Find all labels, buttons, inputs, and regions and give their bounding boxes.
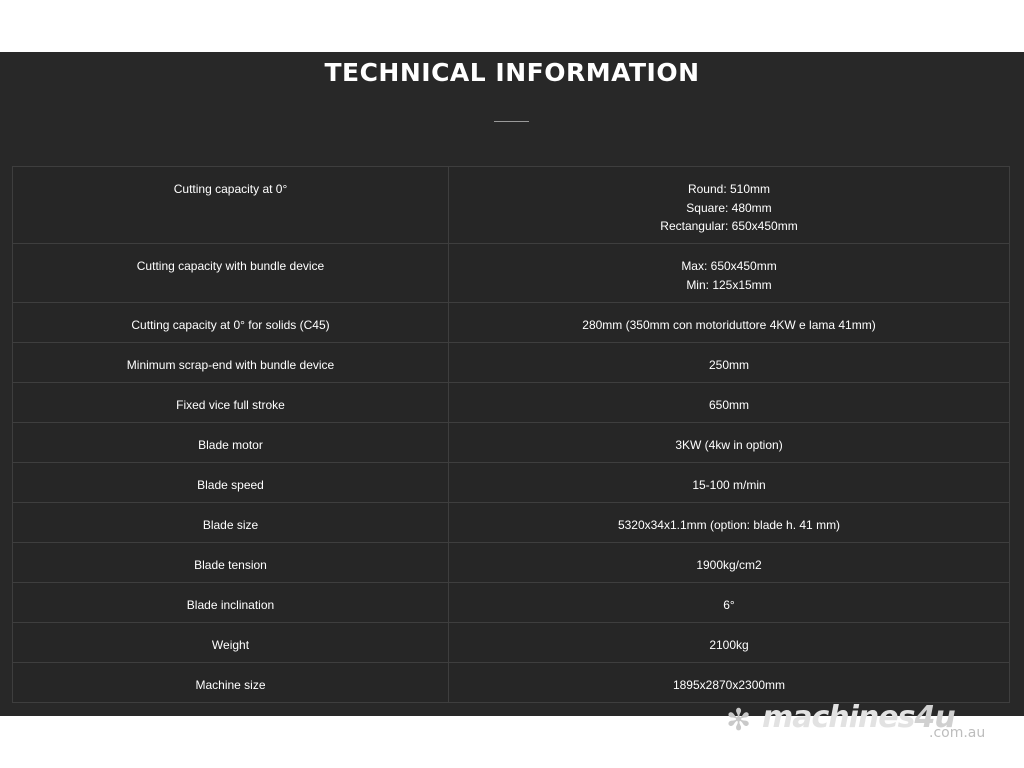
table-row [13,663,1010,703]
table-row [13,463,1010,503]
spec-value-line: Rectangular: 650x450mm [660,219,798,233]
spec-value: 15-100 m/min [449,463,1010,503]
spec-value: 1895x2870x2300mm [449,663,1010,703]
spec-label: Cutting capacity with bundle device [13,244,449,303]
watermark-domain: .com.au [929,725,986,741]
table-row [13,343,1010,383]
spec-value: 280mm (350mm con motoriduttore 4KW e lama 41mm) [449,303,1010,343]
spec-value: 250mm [449,343,1010,383]
spec-value [449,244,1010,303]
table-row [13,303,1010,343]
spec-value: 1900kg/cm2 [449,543,1010,583]
specs-table [12,166,1010,703]
spec-label: Blade size [13,503,449,543]
watermark-brand [762,700,955,735]
spec-value: 5320x34x1.1mm (option: blade h. 41 mm) [449,503,1010,543]
spec-label: Blade tension [13,543,449,583]
table-row [13,503,1010,543]
spec-label: Blade inclination [13,583,449,623]
machines4u-watermark [724,702,994,748]
spec-label: Machine size [13,663,449,703]
spec-value: 650mm [449,383,1010,423]
table-row [13,543,1010,583]
snowflake-icon: ✻ [726,704,752,737]
table-row [13,623,1010,663]
spec-label: Fixed vice full stroke [13,383,449,423]
spec-label: Cutting capacity at 0° [13,167,449,244]
spec-value-line: Max: 650x450mm [681,259,777,273]
spec-label: Blade motor [13,423,449,463]
table-row [13,423,1010,463]
spec-value [449,167,1010,244]
spec-value: 6° [449,583,1010,623]
spec-label: Minimum scrap-end with bundle device [13,343,449,383]
table-row [13,244,1010,303]
spec-value: 2100kg [449,623,1010,663]
spec-label: Blade speed [13,463,449,503]
spec-label: Cutting capacity at 0° for solids (C45) [13,303,449,343]
watermark-brand-suffix: 4u [914,700,955,735]
spec-value: 3KW (4kw in option) [449,423,1010,463]
table-row [13,167,1010,244]
title-divider [494,121,529,122]
spec-value-line: Round: 510mm [687,182,771,196]
table-row [13,383,1010,423]
spec-label: Weight [13,623,449,663]
spec-value-line: Square: 480mm [686,200,772,215]
page-title: TECHNICAL INFORMATION [324,58,700,87]
table-row [13,583,1010,623]
spec-value-line: Min: 125x15mm [686,277,772,292]
watermark-brand-text: machines [762,700,915,735]
